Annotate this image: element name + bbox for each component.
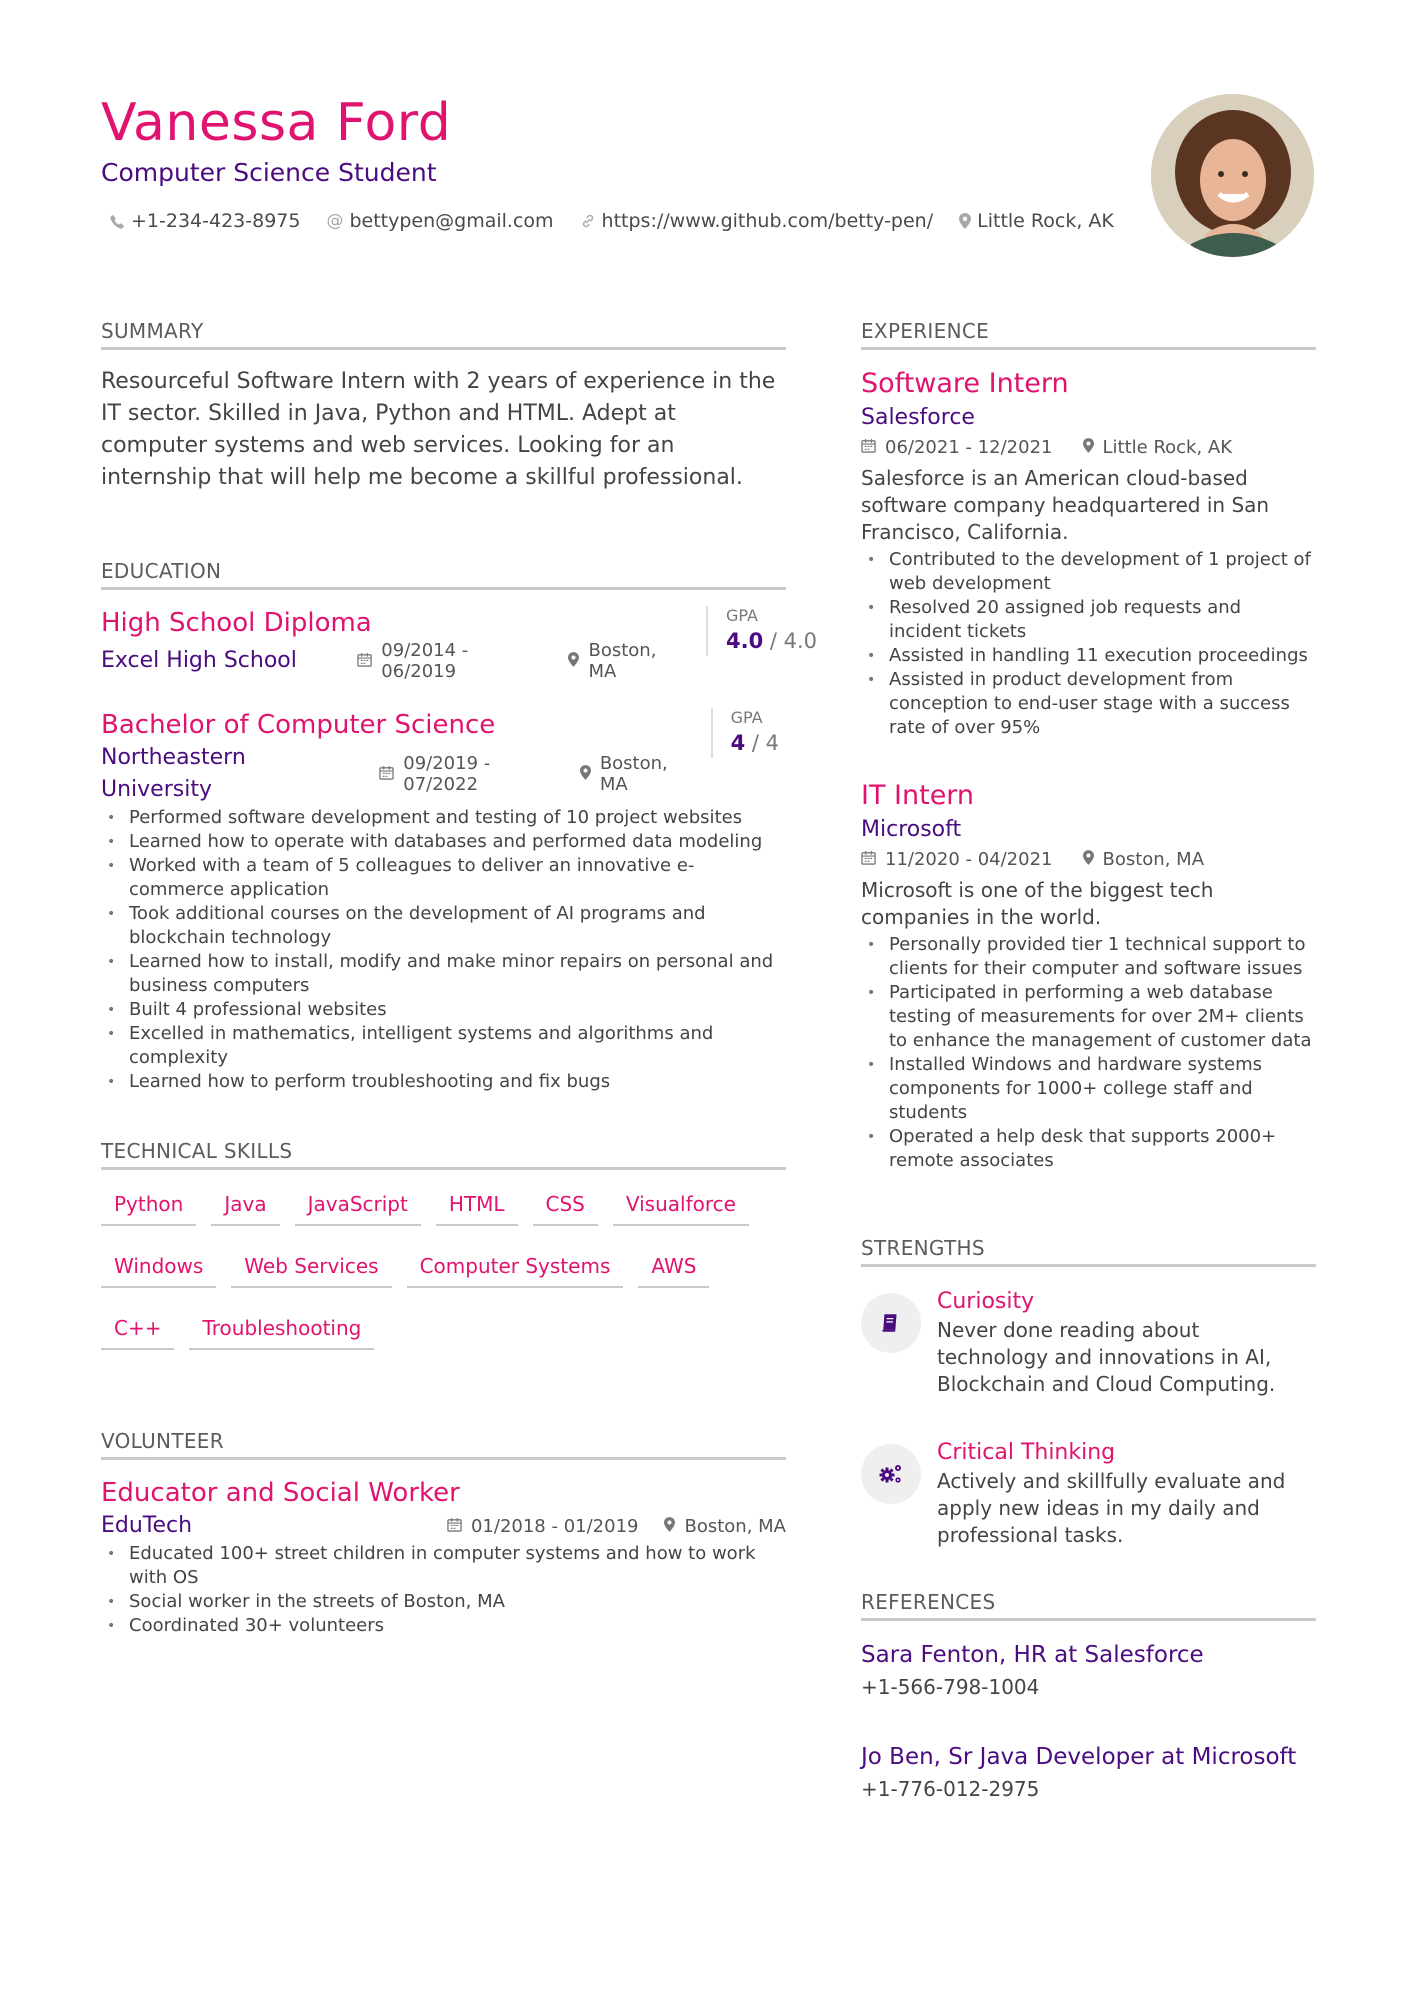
education-item <box>101 708 786 1094</box>
list-item: • Learned how to operate with databases and performed data modeling <box>101 830 786 854</box>
job-bullets <box>861 548 1316 740</box>
company-description: Microsoft is one of the biggest tech companies in the world. <box>861 878 1214 929</box>
skill-chip: Troubleshooting <box>189 1314 374 1350</box>
volunteer-dates: 01/2018 - 01/2019 <box>470 1515 639 1537</box>
candidate-role: Computer Science Student <box>101 158 437 187</box>
section-title-education: EDUCATION <box>101 558 786 590</box>
contact-phone[interactable] <box>110 210 300 232</box>
map-pin-icon <box>568 652 579 671</box>
references-section <box>861 1589 1316 1805</box>
skill-chip: CSS <box>533 1190 598 1226</box>
calendar-icon <box>861 434 876 462</box>
section-title-volunteer: VOLUNTEER <box>101 1428 786 1460</box>
strength-item <box>861 1438 1316 1549</box>
contact-website-text: https://www.github.com/betty-pen/ <box>601 210 934 232</box>
skill-chip: JavaScript <box>295 1190 421 1226</box>
experience-item <box>861 778 1316 1173</box>
gears-icon <box>861 1444 921 1504</box>
strength-description: Actively and skillfully evaluate and apply new ideas in my daily and professional tasks. <box>937 1469 1286 1547</box>
section-title-summary: SUMMARY <box>101 318 786 350</box>
contact-email[interactable] <box>326 210 553 232</box>
list-item: • Learned how to perform troubleshooting and fix bugs <box>101 1070 786 1094</box>
job-location: Boston, MA <box>1102 849 1205 870</box>
skill-chip: Visualforce <box>613 1190 749 1226</box>
list-item: • Operated a help desk that supports 2000+ remote associates <box>861 1125 1316 1173</box>
volunteer-role: Educator and Social Worker <box>101 1478 460 1508</box>
calendar-icon <box>379 765 394 784</box>
gpa-block <box>711 708 786 758</box>
section-title-references: REFERENCES <box>861 1589 1316 1621</box>
strength-item <box>861 1287 1316 1398</box>
section-title-experience: EXPERIENCE <box>861 318 1316 350</box>
education-location: Boston, MA <box>599 753 668 795</box>
calendar-icon <box>447 1517 462 1536</box>
school-name: Northeastern University <box>101 745 246 802</box>
list-item: • Learned how to install, modify and make minor repairs on personal and business computers <box>101 950 786 998</box>
list-item: • Assisted in product development from conception to end-user stage with a success rate of over 95% <box>861 668 1316 740</box>
reference-phone[interactable]: +1-566-798-1004 <box>861 1675 1040 1699</box>
at-sign-icon: @ <box>326 211 344 231</box>
summary-text: Resourceful Software Intern with 2 years of experience in the IT sector. Skilled in Java, Python and HTML. Adept at computer systems and web services. Looking for an internship that will help me become a skillful professional. <box>101 369 776 490</box>
skills-list <box>101 1190 801 1376</box>
strength-description: Never done reading about technology and innovations in AI, Blockchain and Cloud Computing. <box>937 1318 1276 1396</box>
experience-item <box>861 366 1316 740</box>
gpa-label: GPA <box>726 606 758 625</box>
education-dates: 09/2019 - 07/2022 <box>403 753 491 795</box>
job-title: Software Intern <box>861 368 1069 399</box>
contact-email-text: bettypen@gmail.com <box>349 210 554 232</box>
list-item: • Personally provided tier 1 technical support to clients for their computer and software issues <box>861 933 1316 981</box>
gpa-max: / 4 <box>751 731 779 755</box>
list-item: • Installed Windows and hardware systems components for 1000+ college staff and students <box>861 1053 1316 1125</box>
candidate-name: Vanessa Ford <box>101 93 452 153</box>
gpa-value: 4.0 <box>726 629 764 653</box>
map-pin-icon <box>580 765 591 784</box>
list-item: • Assisted in handling 11 execution proceedings <box>861 644 1316 668</box>
reference-name: Sara Fenton, HR at Salesforce <box>861 1642 1204 1668</box>
strengths-section <box>861 1235 1316 1549</box>
strength-title: Curiosity <box>937 1289 1035 1314</box>
list-item: • Built 4 professional websites <box>101 998 786 1022</box>
skill-chip: Java <box>211 1190 279 1226</box>
volunteer-bullets <box>101 1542 786 1638</box>
degree-title: High School Diploma <box>101 608 372 638</box>
gpa-block <box>706 606 818 656</box>
section-title-strengths: STRENGTHS <box>861 1235 1316 1267</box>
list-item: • Coordinated 30+ volunteers <box>101 1614 786 1638</box>
volunteer-location: Boston, MA <box>684 1515 786 1537</box>
map-pin-icon <box>1083 434 1094 462</box>
volunteer-section <box>101 1428 786 1638</box>
skill-chip: Python <box>101 1190 196 1226</box>
company-name: Microsoft <box>861 817 962 842</box>
map-pin-icon <box>959 213 971 229</box>
school-name: Excel High School <box>101 648 297 673</box>
gpa-max: / 4.0 <box>769 629 818 653</box>
job-location: Little Rock, AK <box>1102 437 1233 458</box>
list-item: • Educated 100+ street children in computer systems and how to work with OS <box>101 1542 786 1590</box>
company-name: Salesforce <box>861 405 975 430</box>
list-item: • Social worker in the streets of Boston, MA <box>101 1590 786 1614</box>
phone-icon <box>110 214 125 229</box>
education-location: Boston, MA <box>588 640 657 682</box>
list-item: • Resolved 20 assigned job requests and incident tickets <box>861 596 1316 644</box>
reference-phone[interactable]: +1-776-012-2975 <box>861 1777 1040 1801</box>
skill-chip: C++ <box>101 1314 174 1350</box>
left-column <box>101 318 818 1638</box>
profile-photo <box>1151 94 1314 257</box>
contact-bar <box>110 210 1140 232</box>
map-pin-icon <box>664 1517 675 1536</box>
list-item: • Contributed to the development of 1 project of web development <box>861 548 1316 596</box>
section-title-skills: TECHNICAL SKILLS <box>101 1138 786 1170</box>
degree-title: Bachelor of Computer Science <box>101 710 496 740</box>
education-dates: 09/2014 - 06/2019 <box>381 640 469 682</box>
book-icon <box>861 1293 921 1353</box>
job-bullets <box>861 933 1316 1173</box>
education-item <box>101 606 818 682</box>
company-description: Salesforce is an American cloud-based software company headquartered in San Francisco, California. <box>861 466 1270 544</box>
calendar-icon <box>861 846 876 874</box>
list-item: • Worked with a team of 5 colleagues to deliver an innovative e-commerce application <box>101 854 786 902</box>
contact-location <box>959 210 1114 232</box>
skill-chip: Windows <box>101 1252 216 1288</box>
skills-section <box>101 1138 786 1376</box>
list-item: • Performed software development and testing of 10 project websites <box>101 806 786 830</box>
contact-website[interactable] <box>580 210 934 232</box>
map-pin-icon <box>1083 846 1094 874</box>
job-title: IT Intern <box>861 780 975 811</box>
strength-title: Critical Thinking <box>937 1440 1116 1465</box>
summary-section <box>101 318 786 494</box>
job-dates: 06/2021 - 12/2021 <box>885 437 1053 458</box>
skill-chip: HTML <box>436 1190 518 1226</box>
gpa-value: 4 <box>730 731 746 755</box>
contact-location-text: Little Rock, AK <box>977 210 1114 232</box>
education-bullets <box>101 806 786 1094</box>
gpa-label: GPA <box>730 708 763 727</box>
list-item: • Took additional courses on the development of AI programs and blockchain technology <box>101 902 786 950</box>
education-section <box>101 558 818 1094</box>
contact-phone-text: +1-234-423-8975 <box>131 210 301 232</box>
reference-name: Jo Ben, Sr Java Developer at Microsoft <box>861 1744 1297 1770</box>
skill-chip: Computer Systems <box>407 1252 624 1288</box>
link-icon <box>580 213 596 229</box>
right-column <box>861 318 1316 1805</box>
calendar-icon <box>357 652 372 671</box>
experience-section <box>861 318 1316 1173</box>
list-item: • Excelled in mathematics, intelligent systems and algorithms and complexity <box>101 1022 786 1070</box>
skill-chip: Web Services <box>231 1252 391 1288</box>
skill-chip: AWS <box>638 1252 709 1288</box>
volunteer-org: EduTech <box>101 1513 193 1538</box>
job-dates: 11/2020 - 04/2021 <box>885 849 1053 870</box>
reference-item <box>861 1741 1316 1805</box>
list-item: • Participated in performing a web database testing of measurements for over 2M+ clients to enhance the management of customer data <box>861 981 1316 1053</box>
reference-item <box>861 1639 1316 1703</box>
